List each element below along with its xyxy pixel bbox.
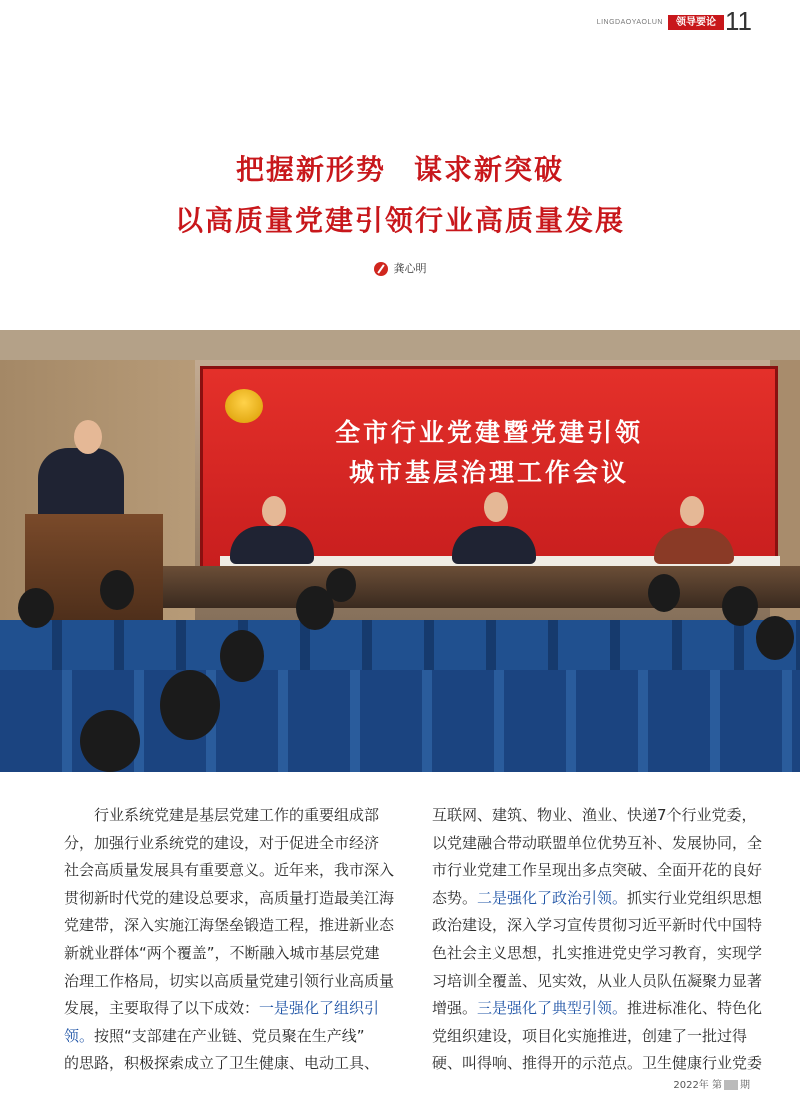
issue-year: 2022年 (673, 1080, 709, 1091)
body-line (432, 1050, 763, 1078)
highlight-text: 二是强化了政治引领。 (477, 888, 628, 907)
issue-footer (673, 1076, 750, 1091)
attendee-head (220, 630, 264, 682)
attendee-head (326, 568, 356, 602)
body-column-left (64, 802, 395, 1078)
body-text: 政治建设，深入学习宣传贯彻习近平新时代中国特 (432, 916, 763, 935)
highlight-text: 领。 (64, 1026, 95, 1045)
attendee-head (722, 586, 758, 626)
body-line (432, 968, 763, 996)
rostrum-person (452, 526, 536, 564)
article-title-line2: 以高质量党建引领行业高质量发展 (174, 204, 625, 237)
attendee-head (80, 710, 140, 772)
body-text: 治理工作格局，切实以高质量党建引领行业高质量 (64, 971, 395, 990)
pen-icon (374, 262, 388, 276)
body-text: 新就业群体“两个覆盖”，不断融入城市基层党建 (64, 943, 380, 962)
body-line (432, 940, 763, 968)
attendee-head (756, 616, 794, 660)
body-text: 贯彻新时代党的建设总要求，高质量打造最美江海 (64, 888, 395, 907)
photo-ceiling (0, 330, 800, 360)
body-line (432, 912, 763, 940)
body-text: 推进标准化、特色化 (627, 999, 763, 1018)
author-name: 龚心明 (393, 262, 427, 275)
body-line (64, 995, 392, 1023)
body-line (432, 802, 760, 830)
body-line (64, 857, 395, 885)
body-text: 的思路，积极探索成立了卫生健康、电动工具、 (64, 1054, 380, 1073)
body-line (432, 830, 763, 858)
body-text: 行业系统党建是基层党建工作的重要组成部 (64, 806, 380, 824)
body-text: 态势。 (432, 888, 478, 907)
body-text: 按照“支部建在产业链、党员聚在生产线” (94, 1026, 365, 1045)
body-text: 以党建融合带动联盟单位优势互补、发展协同，全 (432, 833, 763, 852)
speaker-head (74, 420, 102, 454)
body-line (64, 885, 395, 913)
issue-number-box (724, 1080, 738, 1090)
issue-label-qi: 期 (740, 1080, 750, 1091)
highlight-text: 三是强化了典型引领。 (477, 999, 628, 1018)
body-line (432, 995, 763, 1023)
attendee-head (18, 588, 54, 628)
meeting-photo (0, 330, 800, 772)
body-line (432, 857, 763, 885)
article-title-line1 (0, 148, 800, 188)
section-tag: 领导要论 (668, 15, 724, 30)
body-text: 社会高质量发展具有重要意义。近年来，我市深入 (64, 861, 395, 880)
body-line (64, 940, 392, 968)
body-line (432, 1023, 760, 1051)
page-number: 11 (725, 6, 752, 36)
highlight-text: 一是强化了组织引 (259, 999, 380, 1018)
body-text: 市行业党建工作呈现出多点突破、全面开花的良好 (432, 861, 763, 880)
body-line (64, 1023, 392, 1051)
body-line (432, 885, 763, 913)
stage-front (140, 566, 800, 608)
issue-label-di: 第 (712, 1080, 722, 1091)
attendee-head (648, 574, 680, 612)
body-text: 党建带，深入实施江海堡垒锻造工程，推进新业态 (64, 916, 395, 935)
attendee-head (160, 670, 220, 740)
body-line (64, 830, 392, 858)
body-text: 发展，主要取得了以下成效： (64, 999, 260, 1018)
screen-text-line1: 全市行业党建暨党建引领 (334, 418, 643, 447)
body-line (64, 968, 395, 996)
body-text: 分，加强行业系统党的建设，对于促进全市经济 (64, 833, 380, 852)
title-part-b: 谋求新突破 (414, 153, 565, 186)
body-column-right (432, 802, 763, 1078)
body-text: 抓实行业党组织思想 (627, 888, 763, 907)
screen-text-line2: 城市基层治理工作会议 (348, 458, 629, 487)
body-text: 硬、叫得响、推得开的示范点。卫生健康行业党委 (432, 1054, 763, 1073)
rostrum-person-head (484, 492, 508, 522)
rostrum-person-head (262, 496, 286, 526)
byline (0, 260, 800, 276)
body-text: 增强。 (432, 999, 478, 1018)
body-text: 党组织建设，项目化实施推进，创建了一批过得 (432, 1026, 748, 1045)
body-text: 互联网、建筑、物业、渔业、快递7个行业党委， (432, 806, 757, 824)
body-line (64, 1050, 392, 1078)
body-line (64, 912, 395, 940)
title-part-a: 把握新形势 (235, 153, 386, 186)
attendee-head (100, 570, 134, 610)
rostrum-person (654, 528, 734, 564)
rostrum-person (230, 526, 314, 564)
body-text: 习培训全覆盖、见实效，从业人员队伍凝聚力显著 (432, 971, 763, 990)
header-latin: LINGDAOYAOLUN (596, 19, 663, 26)
body-line (64, 802, 392, 830)
rostrum-person-head (680, 496, 704, 526)
body-text: 色社会主义思想，扎实推进党史学习教育，实现学 (432, 943, 763, 962)
